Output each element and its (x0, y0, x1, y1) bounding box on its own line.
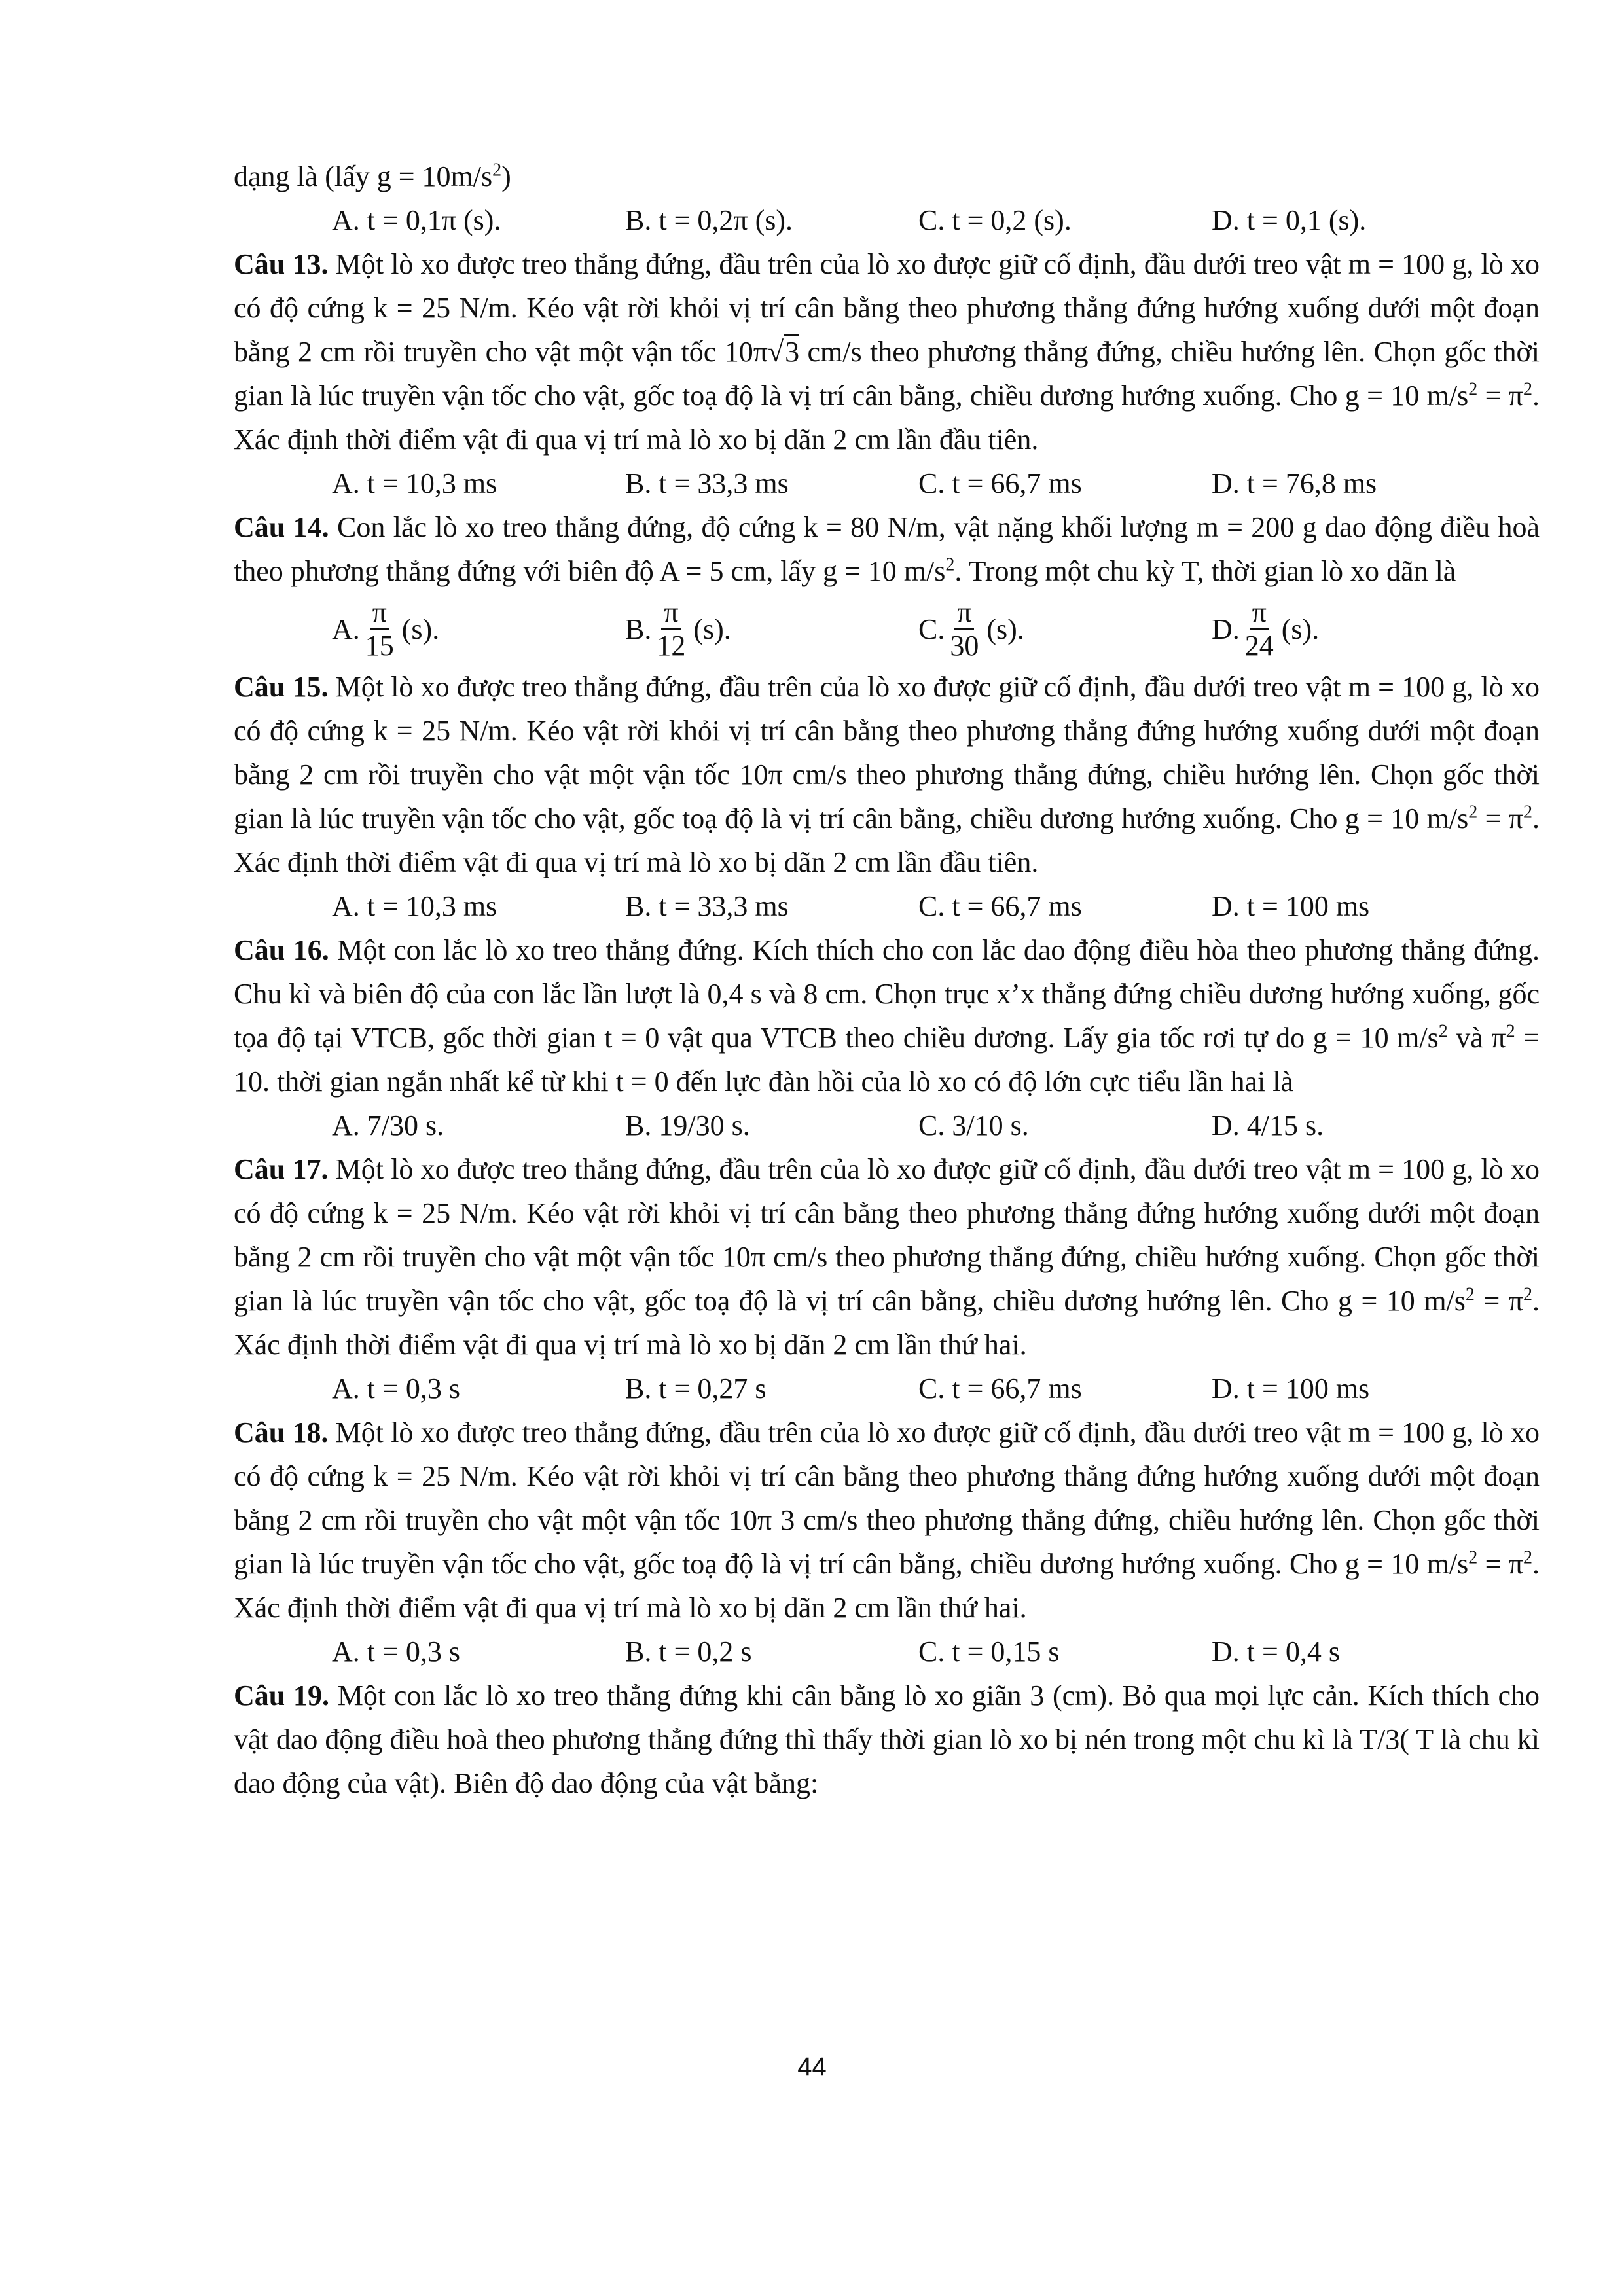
option-b: B. t = 33,3 ms (625, 467, 789, 499)
question-17-options (234, 1367, 1540, 1410)
option-c: C. t = 0,2 (s). (918, 204, 1072, 236)
question-label: Câu 17. (234, 1153, 329, 1185)
question-label: Câu 19. (234, 1679, 329, 1712)
option-b: B. t = 0,2 s (625, 1636, 752, 1668)
fraction: $\frac{\pi}{15}$ (365, 596, 394, 662)
question-16: Câu 16. Một con lắc lò xo treo thẳng đứng. Kích thích cho con lắc dao động điều hòa theo phương thẳng đứng. Chu kì và biên độ của con lắc lần lượt là 0,4 s và 8 cm. Chọn trục x’x thẳng đứng chiều dương hướng xuống, gốc tọa độ tại VTCB, gốc thời gian t = 0 vật qua VTCB theo chiều dương. Lấy gia tốc rơi tự do g = 10 $m/s^2$ và $\pi^2 = 10$. thời gian ngắn nhất kể từ khi t = 0 đến lực đàn hồi của lò xo có độ lớn cực tiểu lần hai là (234, 934, 1540, 1098)
option-d: D. t = 100 ms (1212, 890, 1370, 922)
option-c: C. $\frac{\pi}{30}$ (s). (918, 596, 1024, 662)
option-d: D. $\frac{\pi}{24}$ (s). (1212, 596, 1320, 662)
option-a: A. $\frac{\pi}{15}$ (s). (332, 596, 440, 662)
question-label: Câu 13. (234, 248, 329, 280)
option-a: A. t = 10,3 ms (332, 467, 497, 499)
question-label: Câu 15. (234, 671, 329, 703)
page-content (234, 154, 1540, 1805)
question-17: Câu 17. Một lò xo được treo thẳng đứng, đầu trên của lò xo được giữ cố định, đầu dưới treo vật m = 100 g, lò xo có độ cứng k = 25 N/m. Kéo vật rời khỏi vị trí cân bằng theo phương thẳng đứng hướng xuống dưới một đoạn bằng 2 cm rồi truyền cho vật một vận tốc 10π cm/s theo phương thẳng đứng, chiều hướng xuống. Chọn gốc thời gian là lúc truyền vận tốc cho vật, gốc toạ độ là vị trí cân bằng, chiều dương hướng lên. Cho g = 10 $m/s^2 = \pi^2$. Xác định thời điểm vật đi qua vị trí mà lò xo bị dãn 2 cm lần thứ hai. (234, 1153, 1540, 1361)
option-c: C. t = 66,7 ms (918, 467, 1082, 499)
question-18: Câu 18. Một lò xo được treo thẳng đứng, đầu trên của lò xo được giữ cố định, đầu dưới treo vật m = 100 g, lò xo có độ cứng k = 25 N/m. Kéo vật rời khỏi vị trí cân bằng theo phương thẳng đứng hướng xuống dưới một đoạn bằng 2 cm rồi truyền cho vật một vận tốc 10π 3 cm/s theo phương thẳng đứng, chiều hướng lên. Chọn gốc thời gian là lúc truyền vận tốc cho vật, gốc toạ độ là vị trí cân bằng, chiều dương hướng xuống. Cho g = 10 $m/s^2 = \pi^2$. Xác định thời điểm vật đi qua vị trí mà lò xo bị dãn 2 cm lần thứ hai. (234, 1416, 1540, 1624)
option-a: A. 7/30 s. (332, 1109, 444, 1141)
option-a: A. t = 0,3 s (332, 1372, 460, 1405)
option-d: D. t = 100 ms (1212, 1372, 1370, 1405)
page-number: 44 (797, 2053, 827, 2081)
option-d: D. t = 76,8 ms (1212, 467, 1377, 499)
question-16-options (234, 1103, 1540, 1147)
option-b: B. $\frac{\pi}{12}$ (s). (625, 596, 731, 662)
question-14: Câu 14. Con lắc lò xo treo thẳng đứng, độ cứng k = 80 N/m, vật nặng khối lượng m = 200 g dao động điều hoà theo phương thẳng đứng với biên độ A = 5 cm, lấy g = 10 $m/s^2$. Trong một chu kỳ T, thời gian lò xo dãn là (234, 511, 1540, 587)
intro-line: dạng là (lấy $g = 10m/s^2$) (234, 160, 511, 192)
question-label: Câu 14. (234, 511, 329, 543)
option-b: B. t = 33,3 ms (625, 890, 789, 922)
option-b: B. t = 0,27 s (625, 1372, 767, 1405)
fraction: $\frac{\pi}{24}$ (1244, 596, 1274, 662)
sqrt-symbol: √ (767, 336, 784, 368)
option-a: A. t = 0,3 s (332, 1636, 460, 1668)
question-13: Câu 13. Một lò xo được treo thẳng đứng, đầu trên của lò xo được giữ cố định, đầu dưới treo vật m = 100 g, lò xo có độ cứng k = 25 N/m. Kéo vật rời khỏi vị trí cân bằng theo phương thẳng đứng hướng xuống dưới một đoạn bằng 2 cm rồi truyền cho vật một vận tốc 10π√3 cm/s theo phương thẳng đứng, chiều hướng lên. Chọn gốc thời gian là lúc truyền vận tốc cho vật, gốc toạ độ là vị trí cân bằng, chiều dương hướng xuống. Cho g = 10 $m/s^2 = \pi^2$. Xác định thời điểm vật đi qua vị trí mà lò xo bị dãn 2 cm lần đầu tiên. (234, 248, 1540, 456)
question-14-options (234, 593, 1540, 665)
option-b: B. t = 0,2π (s). (625, 204, 793, 236)
intro-options (234, 198, 1540, 242)
fraction: $\frac{\pi}{30}$ (950, 596, 979, 662)
question-19: Câu 19. Một con lắc lò xo treo thẳng đứng khi cân bằng lò xo giãn 3 (cm). Bỏ qua mọi lực cản. Kích thích cho vật dao động điều hoà theo phương thẳng đứng thì thấy thời gian lò xo bị nén trong một chu kì là T/3( T là chu kì dao động của vật). Biên độ dao động của vật bằng: (234, 1679, 1540, 1799)
question-label: Câu 16. (234, 934, 329, 966)
option-a: A. t = 10,3 ms (332, 890, 497, 922)
option-d: D. 4/15 s. (1212, 1109, 1324, 1141)
option-c: C. 3/10 s. (918, 1109, 1029, 1141)
question-18-options (234, 1630, 1540, 1674)
question-15-options (234, 884, 1540, 928)
fraction: $\frac{\pi}{12}$ (657, 596, 686, 662)
option-a: A. t = 0,1π (s). (332, 204, 501, 236)
option-b: B. 19/30 s. (625, 1109, 750, 1141)
option-c: C. t = 66,7 ms (918, 1372, 1082, 1405)
question-15: Câu 15. Một lò xo được treo thẳng đứng, đầu trên của lò xo được giữ cố định, đầu dưới treo vật m = 100 g, lò xo có độ cứng k = 25 N/m. Kéo vật rời khỏi vị trí cân bằng theo phương thẳng đứng hướng xuống dưới một đoạn bằng 2 cm rồi truyền cho vật một vận tốc 10π cm/s theo phương thẳng đứng, chiều hướng lên. Chọn gốc thời gian là lúc truyền vận tốc cho vật, gốc toạ độ là vị trí cân bằng, chiều dương hướng xuống. Cho g = 10 $m/s^2 = \pi^2$. Xác định thời điểm vật đi qua vị trí mà lò xo bị dãn 2 cm lần đầu tiên. (234, 671, 1540, 878)
question-13-options (234, 461, 1540, 505)
question-label: Câu 18. (234, 1416, 329, 1448)
option-c: C. t = 66,7 ms (918, 890, 1082, 922)
option-d: D. t = 0,1 (s). (1212, 204, 1367, 236)
option-d: D. t = 0,4 s (1212, 1636, 1340, 1668)
option-c: C. t = 0,15 s (918, 1636, 1060, 1668)
